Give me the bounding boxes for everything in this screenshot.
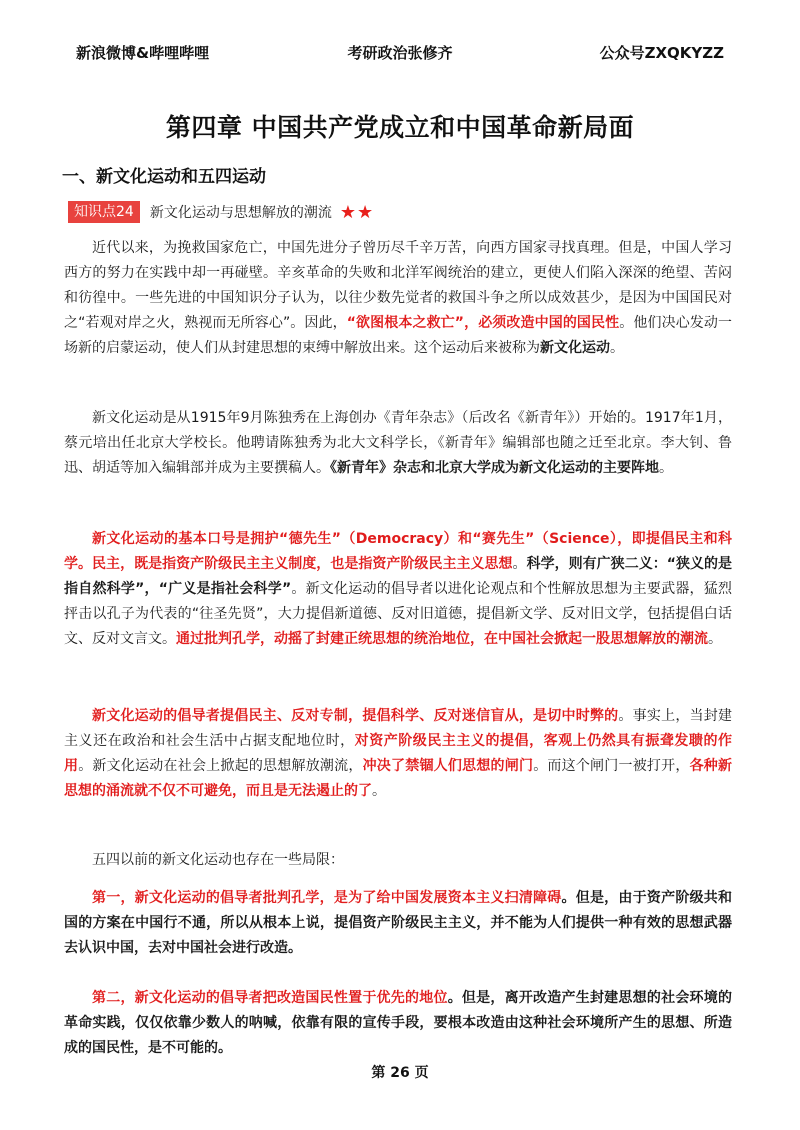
body-text: 。: [610, 340, 624, 356]
chapter-title: 第四章 中国共产党成立和中国革命新局面: [165, 113, 635, 142]
knowledge-point-row: [68, 200, 374, 224]
highlighted-text: “欲图根本之救亡”，必须改造中国的国民性: [346, 315, 620, 331]
highlighted-text: 对资产阶级民主主义的提倡，客观上仍然具有振聋发聩的作用: [64, 733, 733, 774]
body-text: 新文化运动是从1915年9月陈独秀在上海创办《青年杂志》（后改名《新青年》）开始的。1917年1月，蔡元培出任北京大学校长。他聘请陈独秀为北大文科学长，《新青年》编辑部也随之迁至北京。李大钊、鲁迅、胡适等加入编辑部并成为主要撰稿人。: [64, 410, 732, 476]
paragraph-7: [64, 986, 732, 1061]
header-left-text: 新浪微博&哔哩哔哩: [76, 44, 210, 62]
body-text: 。新文化运动的倡导者以进化论观点和个性解放思想为主要武器，猛烈抨击以孔子为代表的“往圣先贤”，大力提倡新道德、反对旧道德，提倡新文学、反对旧文学，包括提倡白话文、反对文言文。: [64, 581, 732, 647]
bold-text: 。但是，离开改造产生封建思想的社会环境的革命实践，仅仅依靠少数人的呐喊，依靠有限的宣传手段，要根本改造由这种社会环境所产生的思想、所造成的国民性，是不可能的。: [64, 990, 733, 1056]
highlighted-text: 第二，新文化运动的倡导者把改造国民性置于优先的地位: [92, 990, 448, 1006]
paragraph-2: [64, 406, 732, 481]
paragraph-5: [64, 848, 732, 873]
body-text: 。新文化运动在社会上掀起的思想解放潮流，: [78, 758, 363, 774]
page-number: 第 26 页: [371, 1065, 429, 1081]
bold-text: 新文化运动: [540, 340, 610, 356]
highlighted-text: 各种新思想的涌流就不仅不可避免，而且是无法遏止的了: [64, 758, 733, 799]
highlighted-text: 新文化运动的倡导者提倡民主、反对专制，提倡科学、反对迷信盲从，是切中时弊的: [92, 708, 619, 724]
section-heading: 一、新文化运动和五四运动: [62, 167, 266, 187]
highlighted-text: 第一，新文化运动的倡导者批判孔学，是为了给中国发展资本主义扫清障碍: [92, 890, 562, 906]
highlighted-text: 冲决了禁锢人们思想的闸门: [362, 758, 534, 774]
paragraph-1: [64, 236, 732, 361]
header-center-text: 考研政治张修齐: [347, 44, 453, 62]
body-text: 。: [708, 631, 722, 647]
body-text: 。: [372, 783, 386, 799]
paragraph-6: [64, 886, 732, 961]
body-text: 。: [512, 556, 527, 572]
paragraph-3: [64, 527, 732, 652]
paragraph-4: [64, 704, 732, 804]
knowledge-point-title: 新文化运动与思想解放的潮流: [149, 205, 332, 221]
body-text: 。事实上，当封建主义还在政治和社会生活中占据支配地位时，: [64, 708, 733, 749]
page-header: [76, 42, 724, 66]
star-rating-icon: ★★: [339, 201, 375, 223]
body-text: 。: [659, 460, 673, 476]
bold-text: 《新青年》杂志和北京大学成为新文化运动的主要阵地: [330, 460, 659, 476]
highlighted-text: 通过批判孔学，动摇了封建正统思想的统治地位，在中国社会掀起一股思想解放的潮流: [176, 631, 708, 647]
bold-text: 科学，则有广狭二义：“狭义的是指自然科学”，“广义是指社会科学”: [64, 556, 733, 597]
bold-text: 。但是，由于资产阶级共和国的方案在中国行不通，所以从根本上说，提倡资产阶级民主主义，并不能为人们提供一种有效的思想武器去认识中国，去对中国社会进行改造。: [64, 890, 732, 956]
header-right-text: 公众号ZXQKYZZ: [599, 44, 724, 62]
body-text: 。而这个闸门一被打开，: [533, 758, 690, 774]
body-text: 。他们决心发动一场新的启蒙运动，使人们从封建思想的束缚中解放出来。这个运动后来被称为: [64, 315, 733, 356]
body-text: 近代以来，为挽救国家危亡，中国先进分子曾历尽千辛万苦，向西方国家寻找真理。但是，中国人学习西方的努力在实践中却一再碰壁。辛亥革命的失败和北洋军阀统治的建立，更使人们陷入深深的绝望、苦闷和彷徨中。一些先进的中国知识分子认为，以往少数先觉者的救国斗争之所以成效甚少，是因为中国国民对之“若观对岸之火，熟视而无所容心”。因此，: [64, 240, 732, 331]
knowledge-point-badge: 知识点24: [68, 201, 140, 223]
highlighted-text: 新文化运动的基本口号是拥护“德先生”（Democracy）和“赛先生”（Science），即提倡民主和科学。民主，既是指资产阶级民主主义制度，也是指资产阶级民主主义思想: [64, 531, 732, 572]
body-text: 五四以前的新文化运动也存在一些局限：: [92, 852, 344, 868]
